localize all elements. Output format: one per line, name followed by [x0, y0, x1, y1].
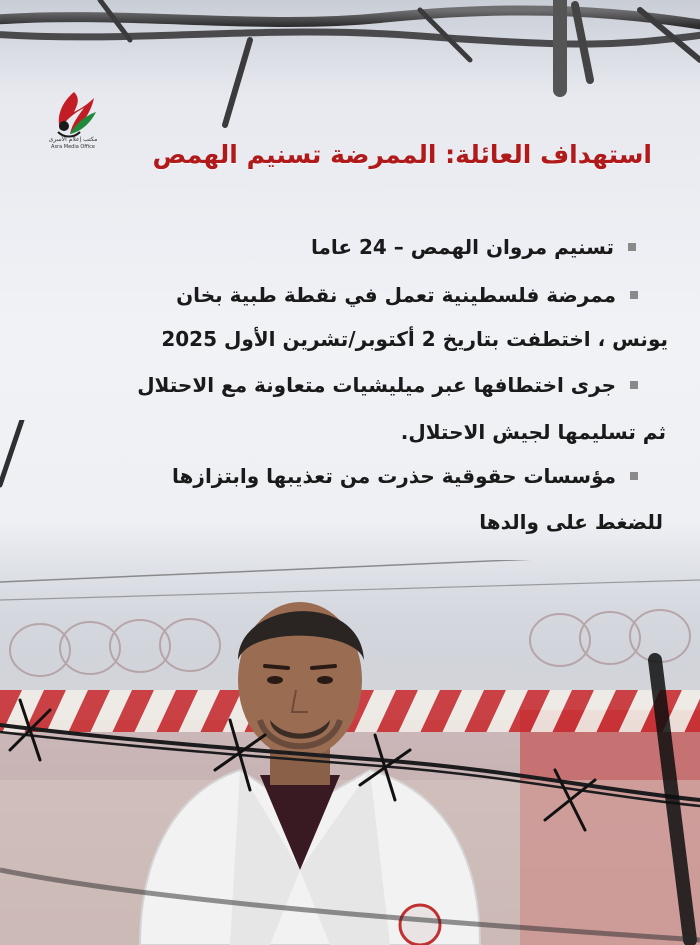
list-item-name-age: تسنيم مروان الهمص – 24 عاما [311, 235, 636, 259]
bullet-square-icon [630, 381, 638, 389]
wire-shard-icon [0, 420, 30, 490]
page-title: استهداف العائلة: الممرضة تسنيم الهمص [152, 140, 652, 169]
list-item-occupation: ممرضة فلسطينية تعمل في نقطة طبية بخان [176, 283, 638, 307]
barbed-wire-top-icon [0, 0, 700, 140]
list-item-warning: مؤسسات حقوقية حذرت من تعذيبها وابتزازها [172, 464, 638, 488]
logo-caption-arabic: مكتب إعلام الأسرى [48, 136, 98, 143]
list-item-warning-cont: للضغط على والدها [479, 510, 663, 534]
list-item-abduction-cont: ثم تسليمها لجيش الاحتلال. [400, 420, 666, 444]
bullet-square-icon [630, 472, 638, 480]
bullet-square-icon [630, 291, 638, 299]
list-item-abduction: جرى اختطافها عبر ميليشيات متعاونة مع الاحتلال [137, 373, 638, 397]
barbed-wire-front-icon [0, 640, 700, 945]
bullet-square-icon [628, 243, 636, 251]
logo-caption-english: Asra Media Office [51, 144, 95, 150]
list-item-occupation-cont: يونس ، اختطفت بتاريخ 2 أكتوبر/تشرين الأول 2025 [161, 327, 668, 351]
